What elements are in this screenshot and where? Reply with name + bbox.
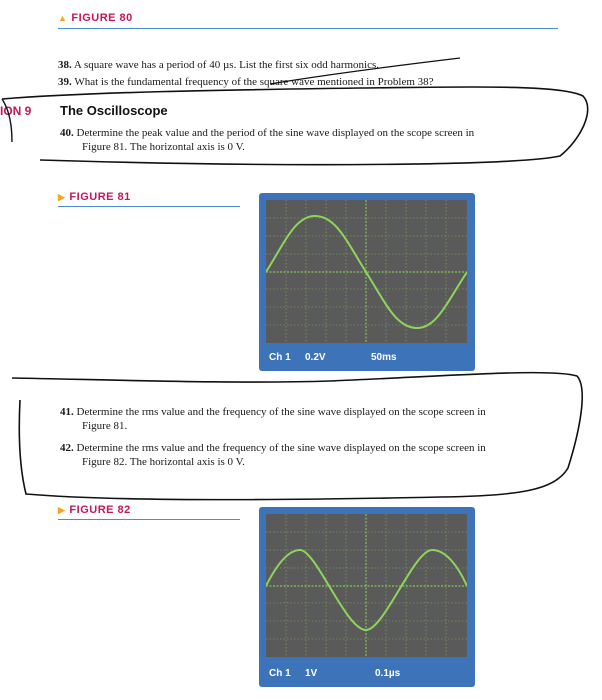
scope-81-volts-per-div: 0.2V [305, 352, 326, 363]
problem-42-number: 42. [60, 442, 74, 454]
figure-80-rule [58, 28, 558, 29]
problem-42-line-1 [60, 441, 580, 455]
problem-41-number: 41. [60, 406, 74, 418]
scope-81-screen [266, 200, 467, 343]
problem-38-number: 38. [58, 59, 72, 71]
scope-82-time-per-div: 0.1µs [375, 668, 401, 679]
section-title: The Oscilloscope [60, 103, 168, 118]
section-number: ION 9 [0, 104, 32, 118]
problem-39-text: What is the fundamental frequency of the square wave mentioned in Problem 38? [74, 76, 434, 88]
problem-40-line-1 [60, 126, 580, 140]
figure-81-label [58, 191, 131, 203]
scope-82-trace [266, 550, 467, 630]
problem-40-text-1: Determine the peak value and the period of the sine wave displayed on the scope screen in [76, 127, 475, 139]
problem-40 [60, 126, 580, 154]
scope-82-screen [266, 514, 467, 657]
problem-42-line-2: Figure 82. The horizontal axis is 0 V. [82, 456, 245, 468]
scope-82-channel: Ch 1 [269, 668, 291, 679]
figure-82-label [58, 504, 131, 516]
scope-81 [259, 193, 475, 371]
figure-81-rule [58, 206, 240, 207]
figure-80-text: FIGURE 80 [71, 12, 133, 24]
figure-82-text: FIGURE 82 [69, 504, 131, 516]
scope-82-axes [266, 514, 467, 657]
problem-38-text: A square wave has a period of 40 µs. List the first six odd harmonics. [73, 59, 380, 71]
problem-41-text-1: Determine the rms value and the frequency of the sine wave displayed on the scope screen in [76, 406, 486, 418]
problem-41 [60, 405, 580, 433]
problem-42 [60, 441, 580, 469]
problem-39 [58, 75, 598, 89]
scope-82-display [266, 514, 467, 657]
figure-81-text: FIGURE 81 [69, 191, 131, 203]
arrow-right-icon: ▶ [58, 192, 66, 202]
problem-39-number: 39. [58, 76, 72, 88]
problem-40-line-2: Figure 81. The horizontal axis is 0 V. [82, 141, 245, 153]
scope-81-time-per-div: 50ms [371, 352, 397, 363]
scope-82-volts-per-div: 1V [305, 668, 318, 679]
scope-81-display [266, 200, 467, 343]
figure-80-label [58, 12, 133, 24]
problem-40-number: 40. [60, 127, 74, 139]
scope-82 [259, 507, 475, 687]
problem-41-line-1 [60, 405, 580, 419]
ink-loop-bottom [12, 373, 582, 500]
problem-42-text-1: Determine the rms value and the frequency of the sine wave displayed on the scope screen in [76, 442, 486, 454]
scope-81-channel: Ch 1 [269, 352, 291, 363]
problem-41-line-2: Figure 81. [82, 420, 128, 432]
triangle-icon: ▲ [58, 13, 68, 23]
arrow-right-icon: ▶ [58, 505, 66, 515]
problem-38 [58, 58, 578, 72]
figure-82-rule [58, 519, 240, 520]
